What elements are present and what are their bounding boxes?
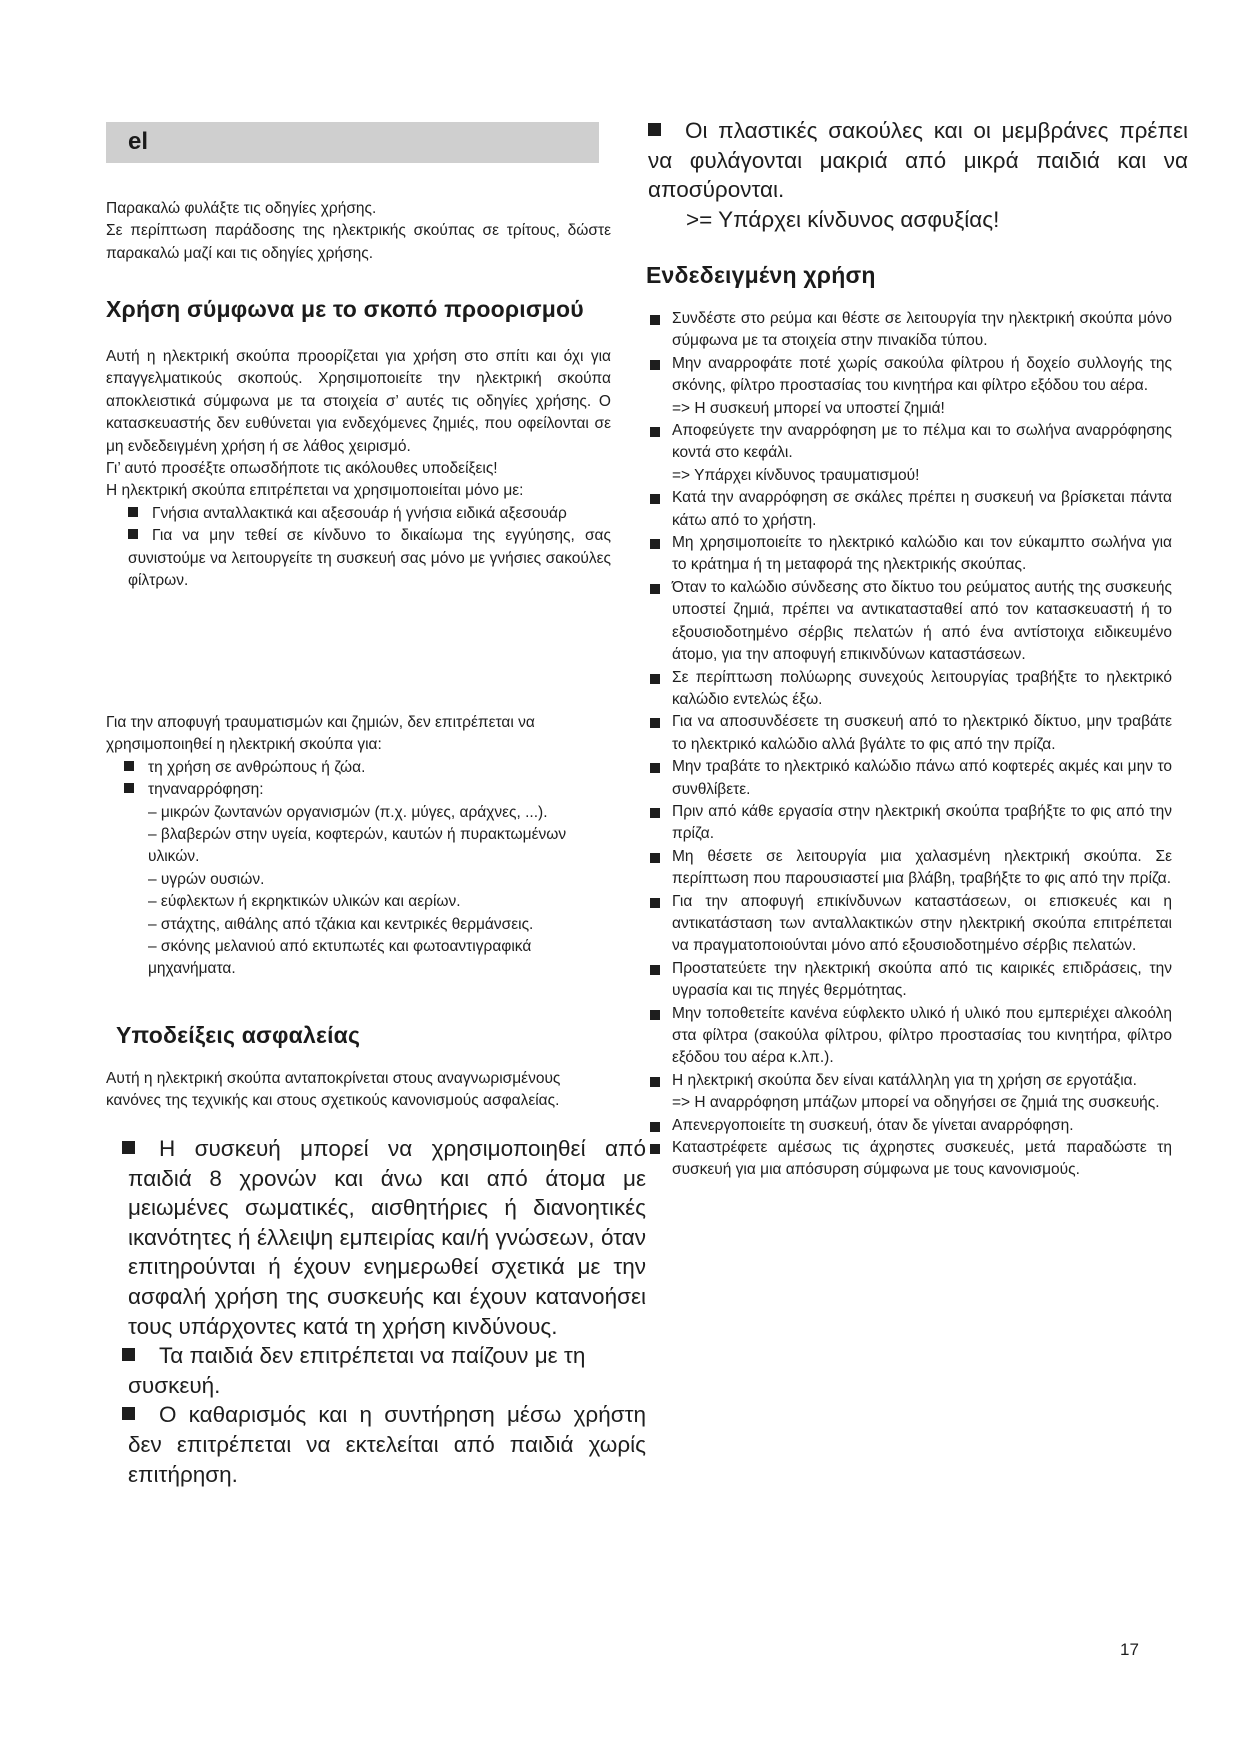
list-item: Μην τραβάτε το ηλεκτρικό καλώδιο πάνω από κοφτερές ακμές και μην το συνθλίβετε. (648, 756, 1172, 801)
safety-large-list (106, 1134, 646, 1489)
intended-purpose-para-3: Η ηλεκτρική σκούπα επιτρέπεται να χρησιμοποιείται μόνο με: (106, 482, 524, 500)
list-item: Για να μην τεθεί σε κίνδυνο το δικαίωμα της εγγύησης, σας συνιστούμε να λειτουργείτε τη συσκευή σας μόνο με γνήσιες σακούλες φίλτρων. (128, 527, 611, 590)
square-bullet-icon (124, 783, 134, 793)
avoid-intro: Για την αποφυγή τραυματισμών και ζημιών, δεν επιτρέπεται να χρησιμοποιηθεί η ηλεκτρική σκούπα για: (106, 714, 535, 754)
damage-note: => Η συσκευή μπορεί να υποστεί ζημιά! (672, 399, 945, 417)
list-item: Μην τοποθετείτε κανένα εύφλεκτο υλικό ή υλικό που εμπεριέχει αλκοόλη στα φίλτρα (σακούλα φίλτρου, φίλτρο προστασίας του κινητήρα, φίλτρο εξόδου του αέρα κ.λπ.). (648, 1003, 1172, 1070)
accessory-list (106, 503, 611, 593)
list-item: Ο καθαρισμός και η συντήρηση μέσω χρήστη δεν επιτρέπεται να εκτελείται από παιδιά χωρίς επιτήρηση. (106, 1400, 646, 1489)
list-item: Η συσκευή μπορεί να χρησιμοποιηθεί από παιδιά 8 χρονών και άνω και από άτομα με μειωμένες σωματικές, αισθητήριες ή διανοητικές ικανότητες ή έλλειψη εμπειρίας και/ή γνώσεων, όταν επιτηρούνται ή έχουν ενημερωθεί σχετικά με την ασφαλή χρήση της συσκευής και έχουν κατανοήσει τους υπάρχοντες κατά τη χρήση κινδύνους. (106, 1134, 646, 1341)
suffocation-note: >= Υπάρχει κίνδυνος ασφυξίας! (686, 206, 1000, 232)
proper-use-heading: Ενδεδειγμένη χρήση (646, 262, 876, 288)
square-bullet-icon (650, 1144, 660, 1154)
language-header-bar (106, 122, 599, 163)
square-bullet-icon (650, 1122, 660, 1132)
list-item: Πριν από κάθε εργασία στην ηλεκτρική σκούπα τραβήξτε το φις από την πρίζα. (648, 801, 1172, 846)
list-item: Καταστρέφετε αμέσως τις άχρηστες συσκευές, μετά παραδώστε τη συσκευή για μια απόσυρση σύμφωνα με τους κανονισμούς. (648, 1137, 1172, 1182)
square-bullet-icon (650, 674, 660, 684)
intended-purpose-body (106, 346, 611, 592)
list-item: Οι πλαστικές σακούλες και οι μεμβράνες πρέπει να φυλάγονται μακριά από μικρά παιδιά και να αποσύρονται. (648, 118, 1188, 203)
list-item: – βλαβερών στην υγεία, κοφτερών, καυτών ή πυρακτωμένων υλικών. (148, 826, 567, 866)
proper-use-heading-wrap (646, 262, 1186, 289)
list-item: Όταν το καλώδιο σύνδεσης στο δίκτυο του ρεύματος αυτής της συσκευής υποστεί ζημιά, πρέπει να αντικατασταθεί από τον κατασκευαστή ή το εξουσιοδοτημένο σέρβις πελατών ή από ένα αντίστοιχα ειδικευμένο άτομο, για την αποφυγή επικινδύνων καταστάσεων. (648, 577, 1172, 667)
intro-text (106, 198, 611, 265)
list-item: Γνήσια ανταλλακτικά και αξεσουάρ ή γνήσια ειδικά αξεσουάρ (128, 503, 611, 525)
list-item: – υγρών ουσιών. (148, 870, 265, 888)
list-item: Η ηλεκτρική σκούπα δεν είναι κατάλληλη για τη χρήση σε εργοτάξια. => Η αναρρόφηση μπάζων μπορεί να οδηγήσει σε ζημιά της συσκευής. (648, 1070, 1172, 1115)
list-item: Μη χρησιμοποιείτε το ηλεκτρικό καλώδιο και τον εύκαμπτο σωλήνα για το κράτημα ή τη μεταφορά της ηλεκτρικής σκούπας. (648, 532, 1172, 577)
intended-purpose-heading: Χρήση σύμφωνα με το σκοπό προορισμού (106, 296, 584, 322)
safety-intro-text: Αυτή η ηλεκτρική σκούπα ανταποκρίνεται στους αναγνωρισμένους κανόνες της τεχνικής και στους σχετικούς κανονισμούς ασφαλείας. (106, 1070, 561, 1110)
square-bullet-icon (122, 1141, 135, 1154)
list-item: τηναναρρόφηση: (124, 779, 611, 801)
square-bullet-icon (650, 965, 660, 975)
safety-heading-wrap (116, 1022, 621, 1049)
square-bullet-icon (650, 539, 660, 549)
list-item: – μικρών ζωντανών οργανισμών (π.χ. μύγες, αράχνες, ...). (148, 803, 548, 821)
list-item: – στάχτης, αιθάλης από τζάκια και κεντρικές θερμάνσεις. (148, 915, 534, 933)
list-item: Για την αποφυγή επικίνδυνων καταστάσεων, οι επισκευές και η αντικατάσταση των ανταλλακτικών στην ηλεκτρική σκούπα επιτρέπεται να πραγματοποιούνται μόνο από εξουσιοδοτημένο σέρβις πελατών. (648, 891, 1172, 958)
safety-heading: Υποδείξεις ασφαλείας (116, 1022, 361, 1048)
intended-purpose-heading-wrap (106, 296, 611, 323)
square-bullet-icon (128, 529, 138, 539)
list-item: Κατά την αναρρόφηση σε σκάλες πρέπει η συσκευή να βρίσκεται πάντα κάτω από το χρήστη. (648, 487, 1172, 532)
list-item: Για να αποσυνδέσετε τη συσκευή από το ηλεκτρικό δίκτυο, μην τραβάτε το ηλεκτρικό καλώδιο αλλά βγάλτε το φις από την πρίζα. (648, 711, 1172, 756)
avoid-dash-list (106, 802, 611, 981)
list-item: Συνδέστε στο ρεύμα και θέστε σε λειτουργία την ηλεκτρική σκούπα μόνο σύμφωνα με τα στοιχεία στην πινακίδα τύπου. (648, 308, 1172, 353)
square-bullet-icon (648, 123, 661, 136)
square-bullet-icon (650, 808, 660, 818)
avoid-list (106, 757, 611, 802)
injury-note: => Υπάρχει κίνδυνος τραυματισμού! (672, 466, 920, 484)
list-item: Προστατεύετε την ηλεκτρική σκούπα από τις καιρικές επιδράσεις, την υγρασία και τις πηγές θερμότητας. (648, 958, 1172, 1003)
square-bullet-icon (650, 360, 660, 370)
square-bullet-icon (124, 761, 134, 771)
proper-use-list (648, 308, 1172, 1182)
list-item: – εύφλεκτων ή εκρηκτικών υλικών και αερίων. (148, 893, 461, 911)
avoid-section (106, 712, 611, 981)
square-bullet-icon (650, 1010, 660, 1020)
square-bullet-icon (650, 763, 660, 773)
intended-purpose-para-2: Γι’ αυτό προσέξτε οπωσδήποτε τις ακόλουθες υποδείξεις! (106, 460, 498, 478)
list-item: Μη θέσετε σε λειτουργία μια χαλασμένη ηλεκτρική σκούπα. Σε περίπτωση που παρουσιαστεί μια βλάβη, τραβήξτε το φις από την πρίζα. (648, 846, 1172, 891)
square-bullet-icon (650, 315, 660, 325)
square-bullet-icon (650, 853, 660, 863)
square-bullet-icon (650, 1077, 660, 1087)
intro-line-1: Παρακαλώ φυλάξτε τις οδηγίες χρήσης. (106, 200, 377, 217)
intended-purpose-para-1: Αυτή η ηλεκτρική σκούπα προορίζεται για χρήση στο σπίτι και όχι για επαγγελματικούς σκοπούς. Χρησιμοποιείτε την ηλεκτρική σκούπα αποκλειστικά σύμφωνα με τα στοιχεία σ’ αυτές τις οδηγίες χρήσης. Ο κατασκευαστής δεν ευθύνεται για ενδεχόμενες ζημιές, που οφείλονται σε μη ενδεδειγμένη χρήση ή σε λάθος χειρισμό. (106, 348, 611, 455)
square-bullet-icon (122, 1407, 135, 1420)
list-item: Μην αναρροφάτε ποτέ χωρίς σακούλα φίλτρου ή δοχείο συλλογής της σκόνης, φίλτρο προστασίας του κινητήρα και φίλτρο εξόδου του αέρα. => Η συσκευή μπορεί να υποστεί ζημιά! (648, 353, 1172, 420)
square-bullet-icon (650, 494, 660, 504)
building-site-note: => Η αναρρόφηση μπάζων μπορεί να οδηγήσει σε ζημιά της συσκευής. (672, 1094, 1160, 1112)
intro-line-2: Σε περίπτωση παράδοσης της ηλεκτρικής σκούπας σε τρίτους, δώστε παρακαλώ μαζί και τις οδηγίες χρήσης. (106, 222, 611, 262)
safety-intro (106, 1068, 611, 1113)
list-item: – σκόνης μελανιού από εκτυπωτές και φωτοαντιγραφικά μηχανήματα. (148, 938, 532, 978)
square-bullet-icon (650, 718, 660, 728)
list-item: Σε περίπτωση πολύωρης συνεχούς λειτουργίας τραβήξτε το ηλεκτρικό καλώδιο εντελώς έξω. (648, 667, 1172, 712)
square-bullet-icon (650, 898, 660, 908)
list-item: Απενεργοποιείτε τη συσκευή, όταν δε γίνεται αναρρόφηση. (648, 1115, 1172, 1137)
square-bullet-icon (650, 584, 660, 594)
language-code: el (128, 128, 149, 155)
page-number: 17 (1120, 1640, 1139, 1659)
square-bullet-icon (650, 427, 660, 437)
list-item: Αποφεύγετε την αναρρόφηση με το πέλμα και το σωλήνα αναρρόφησης κοντά στο κεφάλι. => Υπάρχει κίνδυνος τραυματισμού! (648, 420, 1172, 487)
plastic-bags-warning (648, 116, 1188, 234)
list-item: Τα παιδιά δεν επιτρέπεται να παίζουν με τη συσκευή. (106, 1341, 646, 1400)
square-bullet-icon (122, 1348, 135, 1361)
list-item: τη χρήση σε ανθρώπους ή ζώα. (124, 757, 611, 779)
square-bullet-icon (128, 507, 138, 517)
